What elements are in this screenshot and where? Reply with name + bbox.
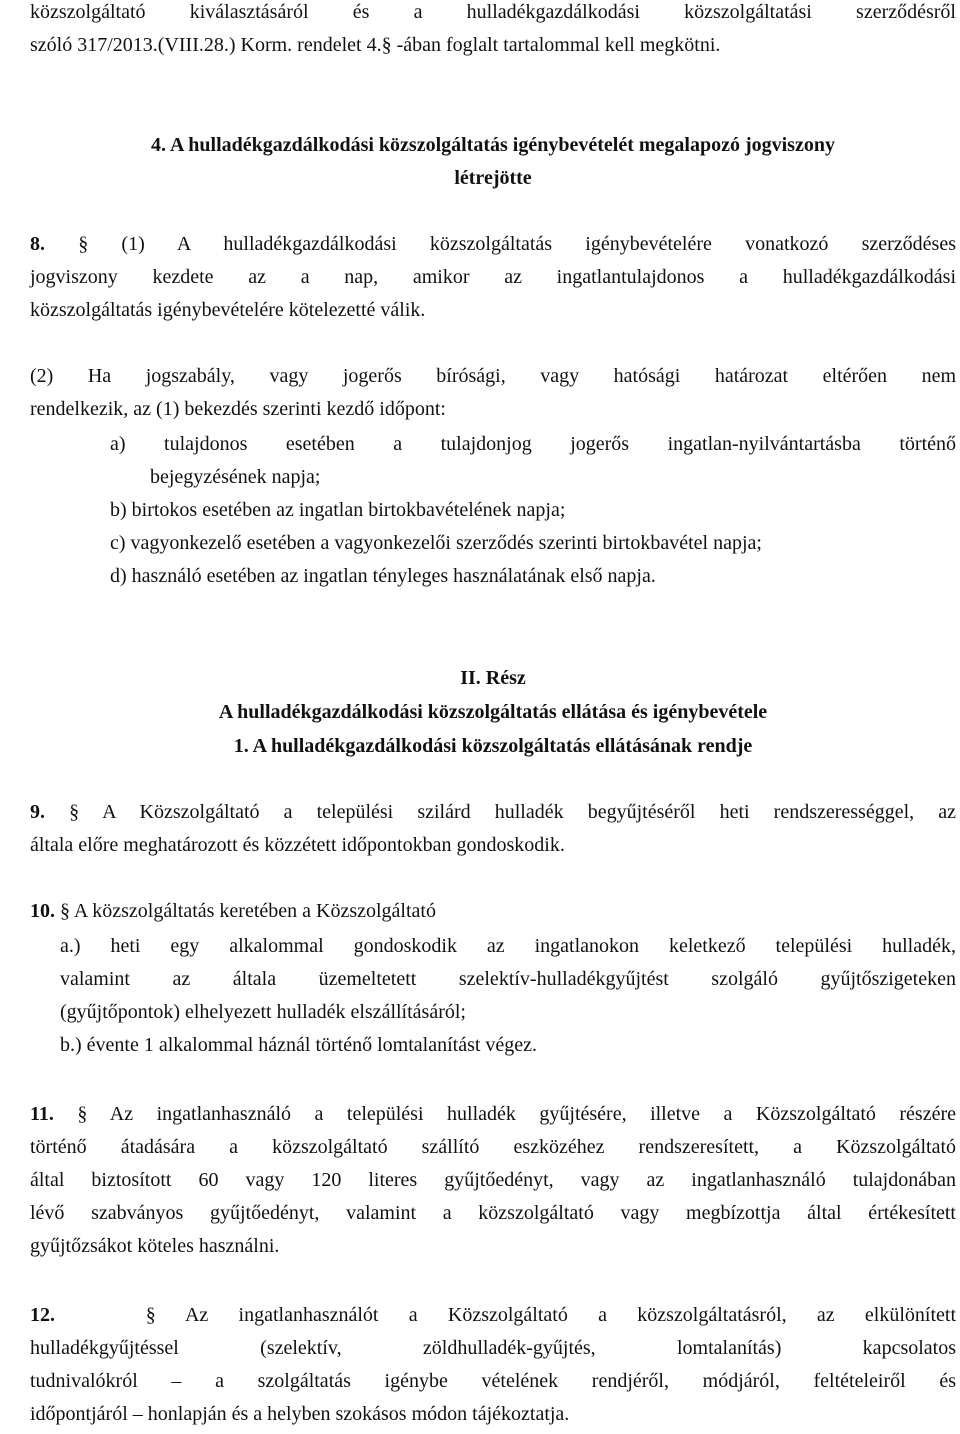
intro-line-2: szóló 317/2013.(VIII.28.) Korm. rendelet 4.§ -ában foglalt tartalommal kell megkötni.: [30, 34, 721, 56]
paragraph-8-line-3: közszolgáltatás igénybevételére kötelezetté válik.: [30, 299, 426, 321]
paragraph-8-text: § (1) A hulladékgazdálkodási közszolgáltatás igénybevételére vonatkozó szerződéses: [78, 233, 956, 255]
paragraph-8-sub2-line-1: (2) Ha jogszabály, vagy jogerős bírósági, vagy hatósági határozat eltérően nem: [30, 365, 956, 387]
paragraph-9-number: 9.: [30, 801, 45, 823]
section-4-heading-line-2: létrejötte: [454, 167, 532, 189]
paragraph-12-number: 12.: [30, 1304, 55, 1326]
paragraph-8-item-a-line-1: a) tulajdonos esetében a tulajdonjog jogerős ingatlan-nyilvántartásba történő: [110, 433, 956, 455]
paragraph-8-item-c: c) vagyonkezelő esetében a vagyonkezelői szerződés szerinti birtokbavétel napja;: [110, 532, 762, 554]
paragraph-12-line-4: időpontjáról – honlapján és a helyben szokásos módon tájékoztatja.: [30, 1403, 570, 1425]
paragraph-10-item-a-line-3: (gyűjtőpontok) elhelyezett hulladék elszállításáról;: [60, 1001, 466, 1023]
intro-line-1: közszolgáltató kiválasztásáról és a hulladékgazdálkodási közszolgáltatási szerződésről: [30, 1, 956, 23]
paragraph-8-item-b: b) birtokos esetében az ingatlan birtokbavételének napja;: [110, 499, 566, 521]
paragraph-12-line-3: tudnivalókról – a szolgáltatás igénybe vételének rendjéről, módjáról, feltételeiről és: [30, 1370, 956, 1392]
section-4-heading-line-1: 4. A hulladékgazdálkodási közszolgáltatás igénybevételét megalapozó jogviszony: [151, 134, 835, 156]
paragraph-10-line-1: [30, 899, 956, 923]
paragraph-12-line-1: [30, 1303, 956, 1327]
paragraph-10-number: 10.: [30, 900, 55, 922]
paragraph-11-line-3: által biztosított 60 vagy 120 literes gyűjtőedényt, vagy az ingatlanhasználó tulajdonában: [30, 1169, 956, 1191]
part-2-subtitle: A hulladékgazdálkodási közszolgáltatás ellátása és igénybevétele: [218, 701, 768, 723]
paragraph-11-line-5: gyűjtőzsákot köteles használni.: [30, 1235, 280, 1257]
paragraph-10-item-a-line-1: a.) heti egy alkalommal gondoskodik az ingatlanokon keletkező települési hulladék,: [60, 935, 956, 957]
paragraph-11-line-1: [30, 1102, 956, 1126]
paragraph-10-item-a-line-2: valamint az általa üzemeltetett szelektív-hulladékgyűjtést szolgáló gyűjtőszigeteken: [60, 968, 956, 990]
paragraph-12-line-2: hulladékgyűjtéssel (szelektív, zöldhulladék-gyűjtés, lomtalanítás) kapcsolatos: [30, 1337, 956, 1359]
paragraph-11-line-2: történő átadására a közszolgáltató szállító eszközéhez rendszeresített, a Közszolgáltató: [30, 1136, 956, 1158]
paragraph-10-text: § A közszolgáltatás keretében a Közszolgáltató: [60, 900, 436, 922]
paragraph-11-number: 11.: [30, 1103, 54, 1125]
paragraph-9-text: § A Közszolgáltató a települési szilárd hulladék begyűjtéséről heti rendszerességgel, az: [69, 801, 957, 823]
paragraph-8-item-a-line-2: bejegyzésének napja;: [150, 466, 321, 488]
paragraph-9-line-2: általa előre meghatározott és közzétett időpontokban gondoskodik.: [30, 834, 565, 856]
paragraph-8-line-1: [30, 232, 956, 256]
paragraph-12-text: § Az ingatlanhasználót a Közszolgáltató a közszolgáltatásról, az elkülönített: [145, 1304, 957, 1326]
paragraph-11-line-4: lévő szabványos gyűjtőedényt, valamint a közszolgáltató vagy megbízottja által értékesített: [30, 1202, 956, 1224]
chapter-1-heading: 1. A hulladékgazdálkodási közszolgáltatás ellátásának rendje: [233, 735, 753, 757]
part-2-title: II. Rész: [460, 667, 526, 689]
paragraph-8-line-2: jogviszony kezdete az a nap, amikor az ingatlantulajdonos a hulladékgazdálkodási: [30, 266, 956, 288]
paragraph-9-line-1: [30, 800, 956, 824]
paragraph-10-item-b: b.) évente 1 alkalommal háznál történő lomtalanítást végez.: [60, 1034, 538, 1056]
paragraph-8-item-d: d) használó esetében az ingatlan tényleges használatának első napja.: [110, 565, 656, 587]
paragraph-8-number: 8.: [30, 233, 45, 255]
paragraph-8-sub2-line-2: rendelkezik, az (1) bekezdés szerinti kezdő időpont:: [30, 398, 446, 420]
paragraph-11-text: § Az ingatlanhasználó a települési hulladék gyűjtésére, illetve a Közszolgáltató részére: [77, 1103, 956, 1125]
